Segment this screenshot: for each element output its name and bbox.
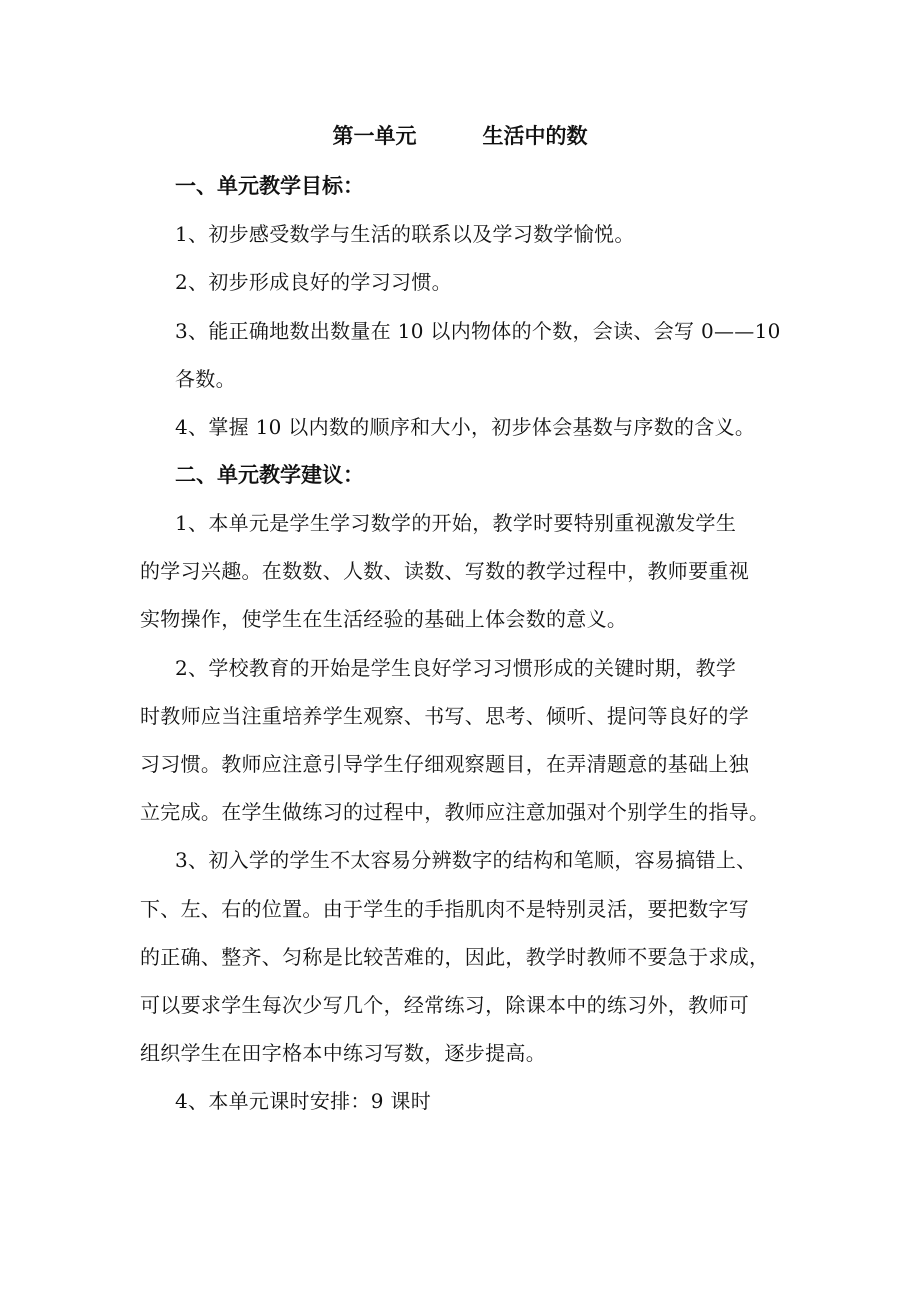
suggestion-3-line-2: 下、左、右的位置。由于学生的手指肌肉不是特别灵活，要把数字写	[140, 897, 749, 921]
page-title	[0, 118, 920, 154]
goal-item-4: 4、掌握 10 以内数的顺序和大小，初步体会基数与序数的含义。	[175, 415, 756, 439]
title-unit: 第一单元	[332, 123, 417, 148]
title-topic: 生活中的数	[482, 123, 588, 148]
suggestion-4-schedule: 4、本单元课时安排：9 课时	[175, 1089, 432, 1113]
section-heading-goals: 一、单元教学目标：	[175, 173, 364, 198]
suggestion-2-line-2: 时教师应当注重培养学生观察、书写、思考、倾听、提问等良好的学	[140, 704, 749, 728]
suggestion-3-line-5: 组织学生在田字格本中练习写数，逐步提高。	[140, 1041, 546, 1065]
suggestion-1-line-1: 1、本单元是学生学习数学的开始，教学时要特别重视激发学生	[175, 511, 737, 535]
suggestion-3-line-1: 3、初入学的学生不太容易分辨数字的结构和笔顺，容易搞错上、	[175, 848, 757, 872]
suggestion-1-line-3: 实物操作，使学生在生活经验的基础上体会数的意义。	[140, 607, 628, 631]
suggestion-3-line-4: 可以要求学生每次少写几个，经常练习，除课本中的练习外，教师可	[140, 993, 749, 1017]
suggestion-1-line-2: 的学习兴趣。在数数、人数、读数、写数的教学过程中，教师要重视	[140, 559, 749, 583]
goal-item-2: 2、初步形成良好的学习习惯。	[175, 270, 452, 294]
suggestion-2-line-3: 习习惯。教师应注意引导学生仔细观察题目，在弄清题意的基础上独	[140, 752, 749, 776]
suggestion-2-line-4: 立完成。在学生做练习的过程中，教师应注意加强对个别学生的指导。	[140, 800, 770, 824]
goal-item-3: 3、能正确地数出数量在 10 以内物体的个数，会读、会写 0——10	[175, 319, 781, 343]
suggestion-2-line-1: 2、学校教育的开始是学生良好学习习惯形成的关键时期，教学	[175, 656, 737, 680]
suggestion-3-line-3: 的正确、整齐、匀称是比较苦难的，因此，教学时教师不要急于求成，	[140, 945, 770, 969]
goal-item-1: 1、初步感受数学与生活的联系以及学习数学愉悦。	[175, 222, 635, 246]
section-heading-suggestions: 二、单元教学建议：	[175, 462, 364, 487]
goal-item-3-continued: 各数。	[175, 367, 236, 391]
